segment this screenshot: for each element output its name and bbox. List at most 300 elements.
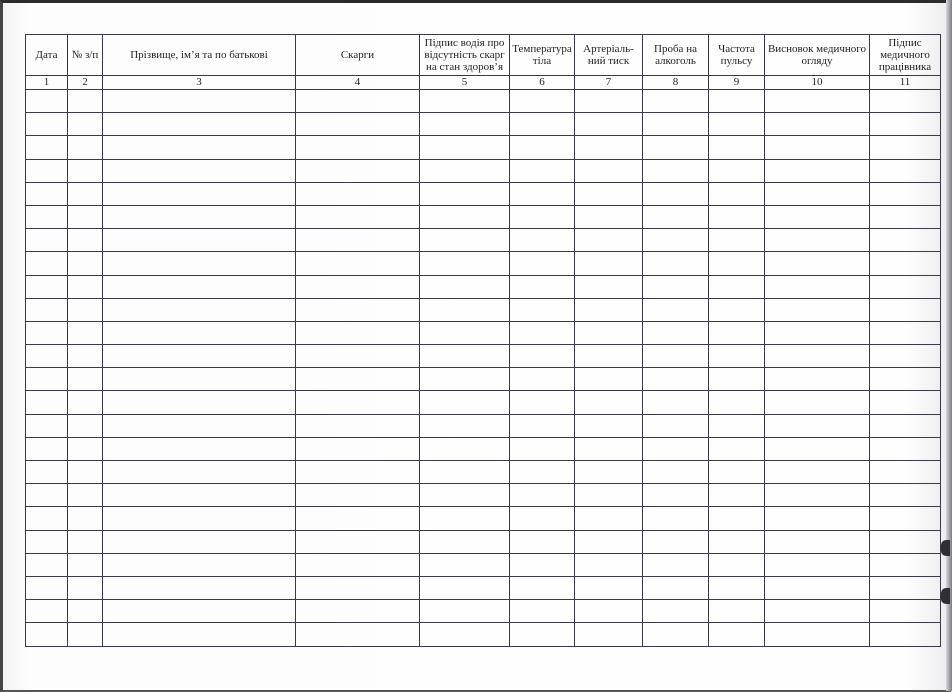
empty-cell — [575, 576, 643, 599]
empty-cell — [296, 623, 420, 646]
empty-cell — [420, 461, 510, 484]
empty-cell — [103, 576, 296, 599]
empty-cell — [420, 484, 510, 507]
empty-cell — [643, 252, 709, 275]
header-alcohol-test: Проба на алкоголь — [643, 35, 709, 76]
empty-cell — [510, 345, 575, 368]
empty-cell — [420, 553, 510, 576]
empty-cell — [643, 113, 709, 136]
empty-cell — [510, 182, 575, 205]
empty-cell — [26, 90, 68, 113]
empty-cell — [709, 275, 765, 298]
empty-cell — [68, 275, 103, 298]
empty-cell — [870, 321, 941, 344]
empty-cell — [296, 576, 420, 599]
empty-cell — [510, 461, 575, 484]
table-row — [26, 321, 941, 344]
empty-cell — [420, 391, 510, 414]
empty-cell — [420, 252, 510, 275]
empty-cell — [643, 576, 709, 599]
empty-cell — [68, 345, 103, 368]
empty-cell — [643, 345, 709, 368]
column-number: 7 — [575, 76, 643, 90]
empty-cell — [420, 507, 510, 530]
empty-cell — [26, 159, 68, 182]
empty-cell — [575, 414, 643, 437]
empty-cell — [510, 414, 575, 437]
empty-cell — [643, 368, 709, 391]
empty-cell — [870, 414, 941, 437]
column-number: 10 — [765, 76, 870, 90]
empty-cell — [296, 530, 420, 553]
empty-cell — [296, 159, 420, 182]
empty-cell — [870, 182, 941, 205]
empty-cell — [870, 368, 941, 391]
column-number: 2 — [68, 76, 103, 90]
empty-cell — [709, 205, 765, 228]
empty-cell — [26, 623, 68, 646]
empty-cell — [26, 275, 68, 298]
empty-cell — [510, 391, 575, 414]
table-row — [26, 437, 941, 460]
empty-cell — [709, 182, 765, 205]
table-row — [26, 90, 941, 113]
empty-cell — [26, 530, 68, 553]
empty-cell — [68, 600, 103, 623]
empty-cell — [103, 205, 296, 228]
empty-cell — [643, 298, 709, 321]
empty-cell — [296, 368, 420, 391]
empty-cell — [103, 437, 296, 460]
empty-cell — [765, 159, 870, 182]
empty-cell — [103, 182, 296, 205]
empty-cell — [870, 90, 941, 113]
empty-cell — [296, 461, 420, 484]
empty-cell — [643, 229, 709, 252]
empty-cell — [870, 461, 941, 484]
table-row — [26, 623, 941, 646]
header-blood-pressure: Артеріаль-ний тиск — [575, 35, 643, 76]
empty-cell — [709, 623, 765, 646]
empty-cell — [510, 229, 575, 252]
header-row — [26, 35, 941, 76]
empty-cell — [68, 414, 103, 437]
empty-cell — [103, 252, 296, 275]
empty-cell — [575, 205, 643, 228]
empty-cell — [765, 182, 870, 205]
empty-cell — [870, 576, 941, 599]
empty-cell — [26, 414, 68, 437]
empty-cell — [643, 484, 709, 507]
column-number: 8 — [643, 76, 709, 90]
empty-cell — [26, 182, 68, 205]
empty-cell — [103, 321, 296, 344]
empty-cell — [575, 461, 643, 484]
empty-cell — [870, 252, 941, 275]
table-row — [26, 414, 941, 437]
empty-cell — [103, 484, 296, 507]
empty-cell — [420, 298, 510, 321]
empty-cell — [510, 437, 575, 460]
table-row — [26, 229, 941, 252]
header-complaints: Скарги — [296, 35, 420, 76]
empty-cell — [575, 507, 643, 530]
empty-cell — [575, 530, 643, 553]
empty-cell — [420, 600, 510, 623]
empty-cell — [575, 484, 643, 507]
empty-cell — [643, 530, 709, 553]
empty-cell — [420, 530, 510, 553]
empty-cell — [643, 623, 709, 646]
empty-cell — [575, 252, 643, 275]
header-body-temperature: Температура тіла — [510, 35, 575, 76]
table-row — [26, 461, 941, 484]
empty-cell — [643, 553, 709, 576]
table-row — [26, 252, 941, 275]
empty-cell — [26, 298, 68, 321]
empty-cell — [296, 345, 420, 368]
empty-cell — [26, 600, 68, 623]
empty-cell — [870, 507, 941, 530]
table-row — [26, 553, 941, 576]
empty-cell — [296, 205, 420, 228]
empty-cell — [643, 182, 709, 205]
empty-cell — [68, 553, 103, 576]
table-row — [26, 182, 941, 205]
empty-cell — [709, 600, 765, 623]
header-full-name: Прізвище, ім’я та по батькові — [103, 35, 296, 76]
empty-cell — [296, 437, 420, 460]
empty-cell — [26, 321, 68, 344]
empty-cell — [26, 576, 68, 599]
empty-cell — [643, 159, 709, 182]
empty-cell — [68, 205, 103, 228]
empty-cell — [709, 229, 765, 252]
empty-cell — [709, 136, 765, 159]
empty-cell — [510, 484, 575, 507]
empty-cell — [296, 90, 420, 113]
empty-cell — [643, 461, 709, 484]
empty-cell — [420, 159, 510, 182]
empty-cell — [870, 437, 941, 460]
empty-cell — [510, 530, 575, 553]
empty-cell — [575, 553, 643, 576]
empty-cell — [68, 298, 103, 321]
empty-cell — [510, 600, 575, 623]
empty-cell — [296, 252, 420, 275]
empty-cell — [765, 391, 870, 414]
empty-cell — [870, 345, 941, 368]
empty-cell — [103, 159, 296, 182]
binding-hole — [941, 540, 950, 556]
empty-cell — [420, 275, 510, 298]
empty-cell — [296, 182, 420, 205]
empty-cell — [420, 90, 510, 113]
empty-cell — [103, 530, 296, 553]
empty-cell — [103, 461, 296, 484]
empty-cell — [296, 321, 420, 344]
empty-cell — [575, 437, 643, 460]
empty-cell — [103, 507, 296, 530]
empty-cell — [643, 90, 709, 113]
empty-cell — [26, 553, 68, 576]
table-row — [26, 530, 941, 553]
empty-cell — [510, 507, 575, 530]
empty-cell — [26, 391, 68, 414]
empty-cell — [709, 368, 765, 391]
empty-cell — [296, 136, 420, 159]
empty-cell — [765, 136, 870, 159]
empty-cell — [870, 159, 941, 182]
empty-cell — [643, 275, 709, 298]
empty-cell — [68, 368, 103, 391]
header-number: № з/п — [68, 35, 103, 76]
empty-cell — [575, 600, 643, 623]
empty-cell — [765, 600, 870, 623]
empty-cell — [709, 414, 765, 437]
empty-cell — [870, 298, 941, 321]
empty-cell — [643, 600, 709, 623]
column-number: 11 — [870, 76, 941, 90]
empty-cell — [510, 136, 575, 159]
empty-cell — [26, 507, 68, 530]
empty-cell — [68, 507, 103, 530]
empty-cell — [103, 553, 296, 576]
column-number: 9 — [709, 76, 765, 90]
header-medic-signature: Підпис медичного працівника — [870, 35, 941, 76]
empty-cell — [870, 229, 941, 252]
empty-cell — [575, 229, 643, 252]
empty-cell — [103, 368, 296, 391]
empty-cell — [765, 414, 870, 437]
empty-cell — [870, 623, 941, 646]
empty-cell — [103, 414, 296, 437]
empty-cell — [510, 298, 575, 321]
empty-cell — [643, 205, 709, 228]
empty-cell — [103, 391, 296, 414]
empty-cell — [510, 252, 575, 275]
column-number: 3 — [103, 76, 296, 90]
empty-cell — [575, 321, 643, 344]
table-row — [26, 345, 941, 368]
empty-cell — [765, 113, 870, 136]
empty-cell — [296, 298, 420, 321]
binding-hole — [941, 588, 950, 604]
empty-cell — [103, 600, 296, 623]
empty-cell — [296, 275, 420, 298]
empty-cell — [68, 484, 103, 507]
header-exam-conclusion: Висновок медичного огляду — [765, 35, 870, 76]
empty-cell — [765, 461, 870, 484]
empty-cell — [26, 345, 68, 368]
empty-cell — [510, 553, 575, 576]
empty-cell — [765, 437, 870, 460]
table-row — [26, 275, 941, 298]
empty-cell — [575, 90, 643, 113]
empty-cell — [870, 600, 941, 623]
empty-cell — [765, 368, 870, 391]
empty-cell — [870, 391, 941, 414]
empty-cell — [296, 414, 420, 437]
empty-cell — [510, 90, 575, 113]
empty-cell — [643, 507, 709, 530]
empty-cell — [765, 229, 870, 252]
empty-cell — [420, 345, 510, 368]
empty-cell — [420, 321, 510, 344]
empty-cell — [68, 437, 103, 460]
empty-cell — [26, 136, 68, 159]
empty-cell — [68, 113, 103, 136]
empty-cell — [709, 252, 765, 275]
empty-cell — [510, 159, 575, 182]
empty-cell — [643, 391, 709, 414]
header-pulse-rate: Частота пульсу — [709, 35, 765, 76]
empty-cell — [26, 229, 68, 252]
empty-cell — [510, 368, 575, 391]
empty-cell — [765, 576, 870, 599]
empty-cell — [709, 437, 765, 460]
empty-cell — [709, 391, 765, 414]
empty-cell — [765, 205, 870, 228]
column-number: 4 — [296, 76, 420, 90]
empty-cell — [870, 136, 941, 159]
empty-cell — [870, 530, 941, 553]
empty-cell — [68, 530, 103, 553]
header-driver-signature: Підпис водія про відсутність скарг на стан здоров’я — [420, 35, 510, 76]
table-row — [26, 136, 941, 159]
empty-cell — [103, 90, 296, 113]
empty-cell — [420, 205, 510, 228]
empty-cell — [870, 553, 941, 576]
empty-cell — [296, 507, 420, 530]
empty-cell — [103, 623, 296, 646]
empty-cell — [575, 113, 643, 136]
table-row — [26, 484, 941, 507]
empty-cell — [420, 576, 510, 599]
empty-cell — [709, 530, 765, 553]
empty-cell — [26, 368, 68, 391]
empty-cell — [510, 113, 575, 136]
empty-cell — [643, 414, 709, 437]
empty-cell — [575, 391, 643, 414]
empty-cell — [709, 484, 765, 507]
empty-cell — [709, 345, 765, 368]
empty-cell — [765, 507, 870, 530]
empty-cell — [296, 229, 420, 252]
empty-cell — [765, 321, 870, 344]
empty-cell — [709, 507, 765, 530]
empty-cell — [26, 461, 68, 484]
empty-cell — [103, 113, 296, 136]
empty-cell — [420, 182, 510, 205]
empty-cell — [68, 391, 103, 414]
empty-cell — [765, 623, 870, 646]
empty-cell — [68, 159, 103, 182]
table-row — [26, 205, 941, 228]
empty-cell — [709, 90, 765, 113]
empty-cell — [709, 461, 765, 484]
empty-cell — [709, 321, 765, 344]
empty-cell — [103, 345, 296, 368]
empty-cell — [296, 553, 420, 576]
empty-cell — [68, 461, 103, 484]
empty-cell — [68, 90, 103, 113]
empty-cell — [510, 623, 575, 646]
empty-cell — [420, 229, 510, 252]
empty-cell — [765, 345, 870, 368]
empty-cell — [709, 576, 765, 599]
table-row — [26, 159, 941, 182]
empty-cell — [765, 553, 870, 576]
empty-cell — [296, 484, 420, 507]
empty-cell — [68, 623, 103, 646]
column-number: 6 — [510, 76, 575, 90]
empty-cell — [765, 530, 870, 553]
empty-cell — [420, 368, 510, 391]
empty-cell — [575, 298, 643, 321]
empty-cell — [765, 275, 870, 298]
empty-cell — [575, 136, 643, 159]
empty-cell — [103, 298, 296, 321]
empty-cell — [68, 182, 103, 205]
empty-cell — [643, 136, 709, 159]
table-row — [26, 368, 941, 391]
empty-cell — [765, 90, 870, 113]
empty-cell — [68, 252, 103, 275]
table-row — [26, 576, 941, 599]
empty-cell — [510, 205, 575, 228]
empty-cell — [709, 159, 765, 182]
empty-cell — [26, 437, 68, 460]
table-row — [26, 298, 941, 321]
table-row — [26, 391, 941, 414]
empty-cell — [765, 252, 870, 275]
medical-inspection-journal-table — [25, 34, 941, 647]
empty-cell — [68, 136, 103, 159]
empty-cell — [420, 437, 510, 460]
column-number: 1 — [26, 76, 68, 90]
table-row — [26, 600, 941, 623]
empty-cell — [575, 368, 643, 391]
empty-cell — [709, 553, 765, 576]
header-date: Дата — [26, 35, 68, 76]
empty-cell — [575, 345, 643, 368]
empty-cell — [765, 484, 870, 507]
empty-cell — [510, 321, 575, 344]
empty-cell — [575, 182, 643, 205]
empty-cell — [296, 113, 420, 136]
empty-cell — [68, 229, 103, 252]
empty-cell — [870, 113, 941, 136]
empty-cell — [26, 205, 68, 228]
empty-cell — [575, 159, 643, 182]
column-number-row — [26, 76, 941, 90]
empty-cell — [420, 414, 510, 437]
empty-cell — [575, 623, 643, 646]
empty-cell — [26, 113, 68, 136]
empty-cell — [709, 298, 765, 321]
empty-cell — [68, 321, 103, 344]
empty-cell — [420, 623, 510, 646]
empty-cell — [296, 391, 420, 414]
empty-cell — [870, 484, 941, 507]
empty-cell — [26, 252, 68, 275]
empty-cell — [765, 298, 870, 321]
table-row — [26, 507, 941, 530]
empty-cell — [103, 229, 296, 252]
empty-cell — [420, 136, 510, 159]
empty-cell — [510, 576, 575, 599]
